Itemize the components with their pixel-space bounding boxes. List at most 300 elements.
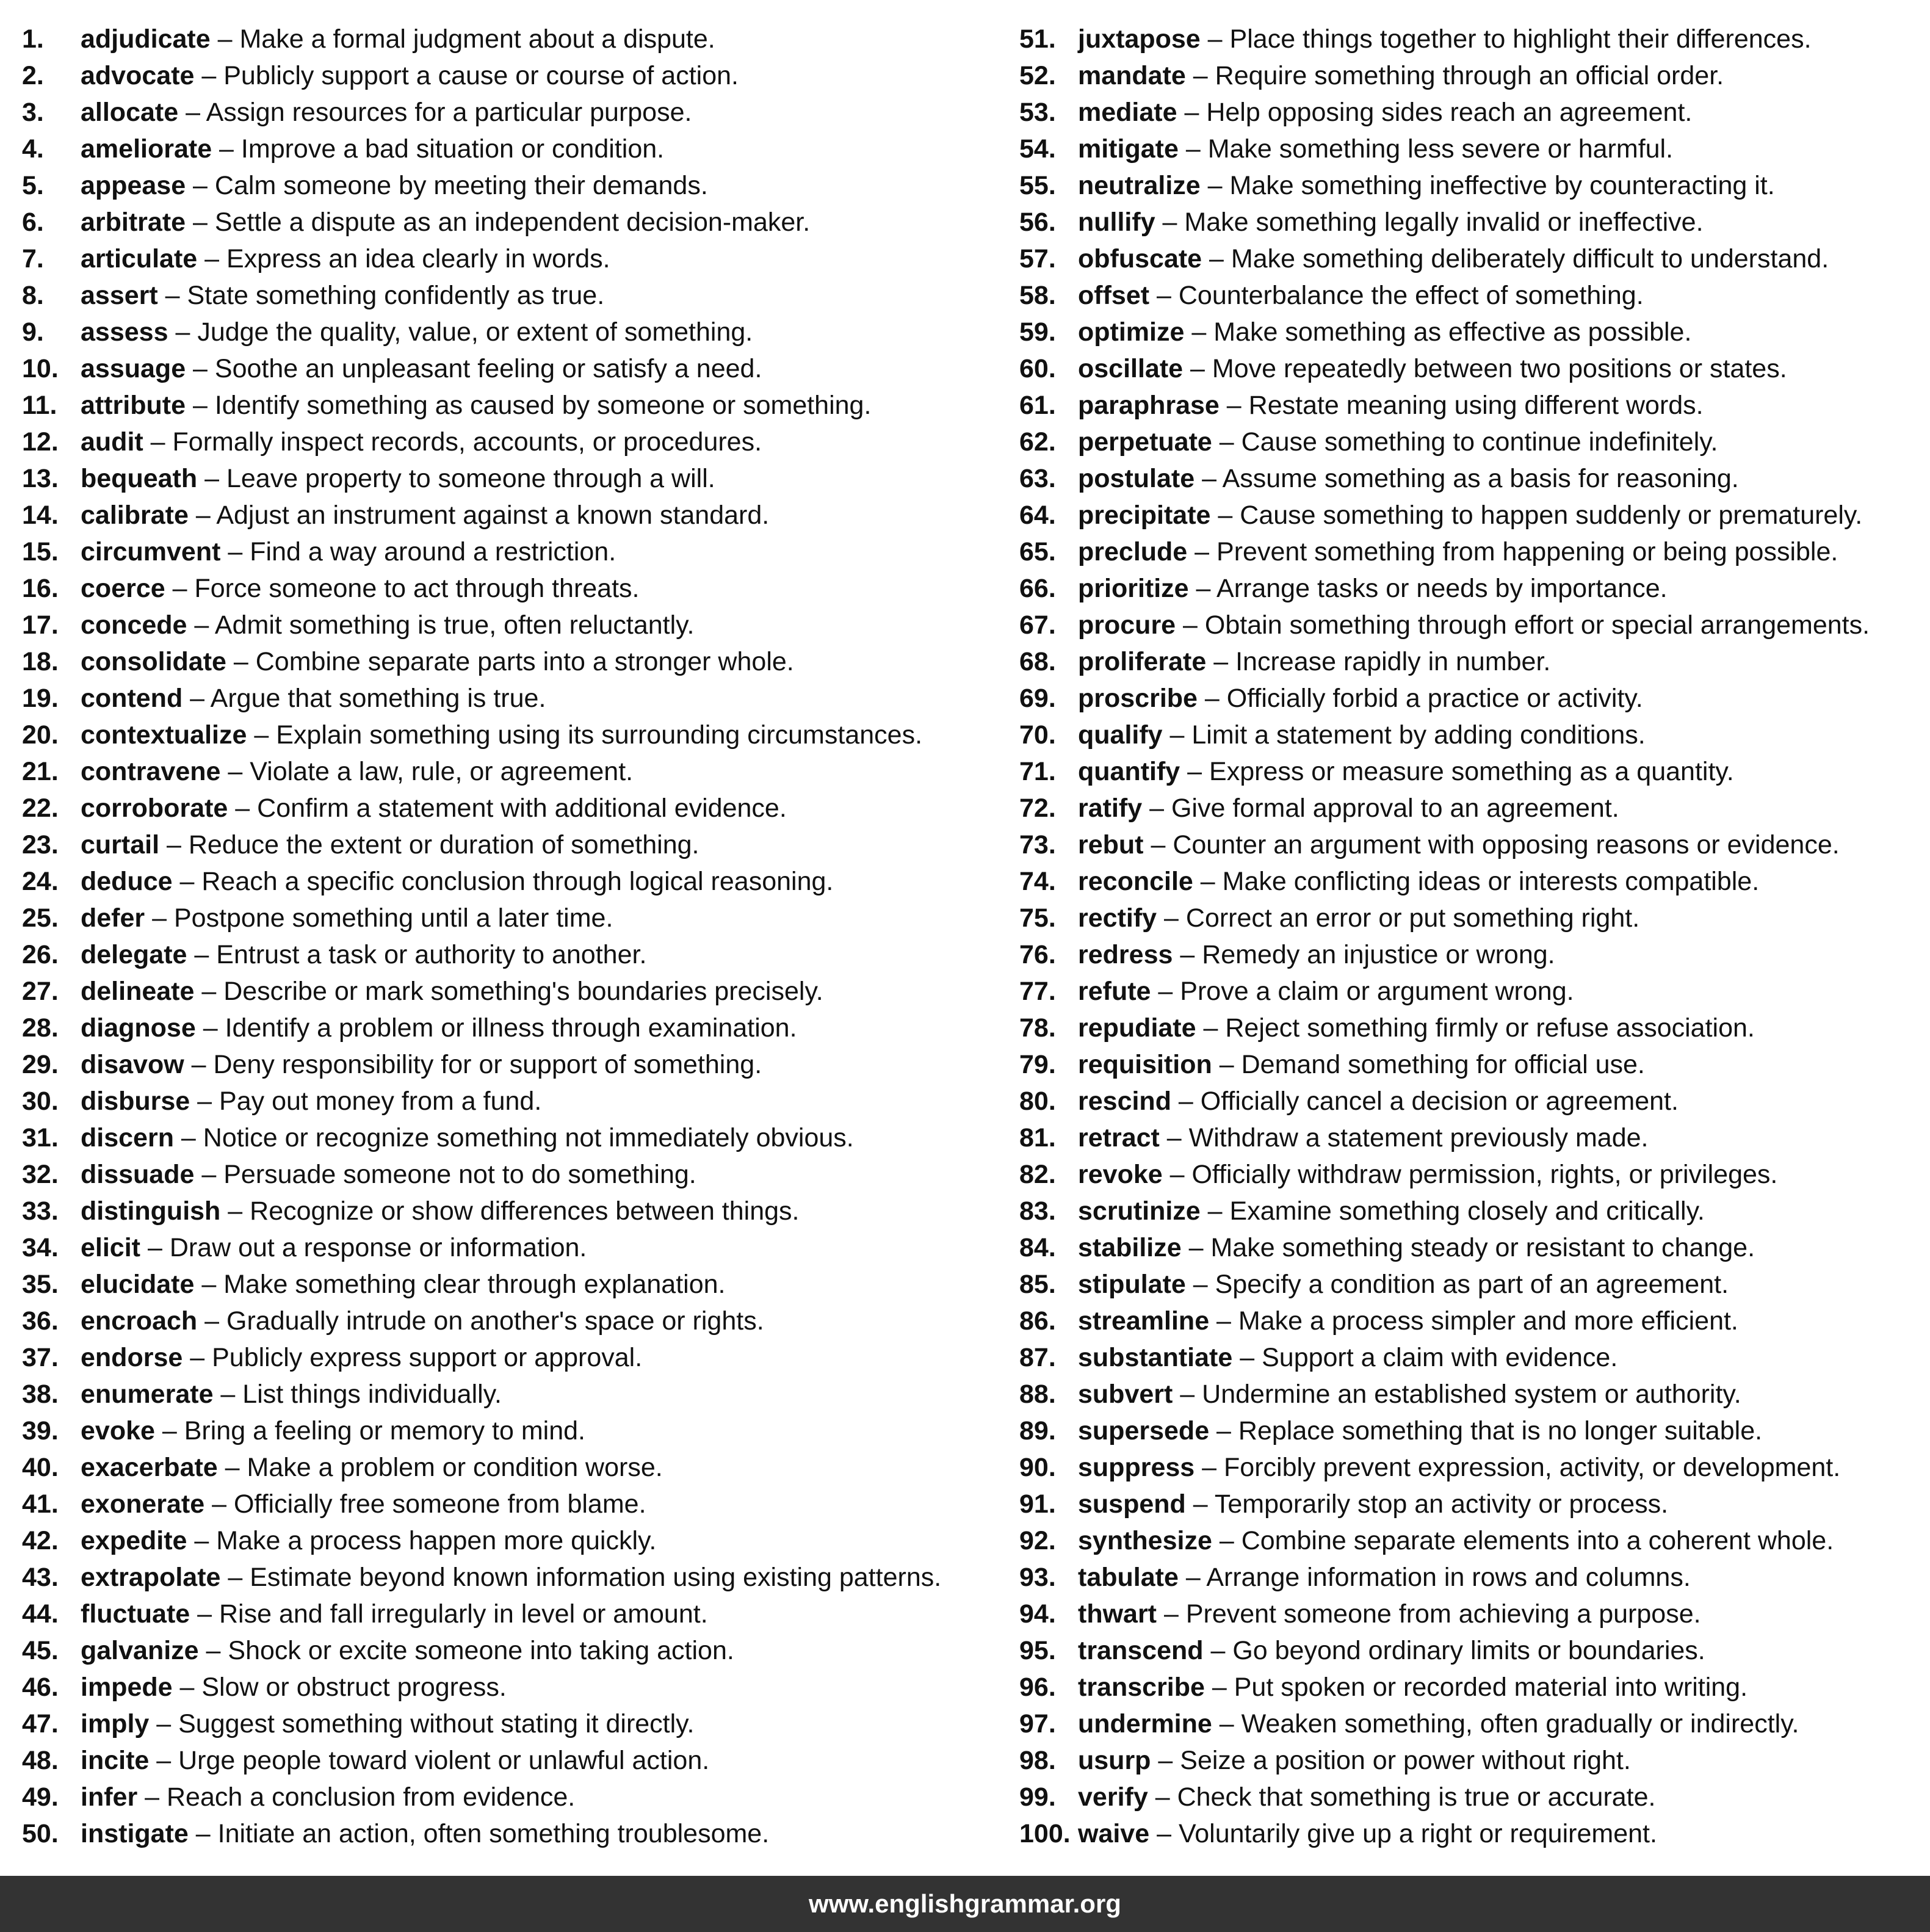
entry-term: disavow xyxy=(81,1050,184,1079)
vocab-entry xyxy=(22,790,999,827)
vocab-entry xyxy=(22,1706,999,1742)
footer-url: www.englishgrammar.org xyxy=(809,1889,1121,1918)
entry-definition: Put spoken or recorded material into writing. xyxy=(1234,1673,1748,1702)
vocab-entry xyxy=(22,241,999,277)
entry-term: articulate xyxy=(81,244,198,273)
vocab-entry xyxy=(22,1522,999,1559)
entry-term: offset xyxy=(1078,281,1150,310)
entry-number: 13. xyxy=(22,464,59,493)
entry-definition: Officially withdraw permission, rights, or privileges. xyxy=(1191,1160,1778,1189)
entry-term: reconcile xyxy=(1078,867,1193,896)
entry-separator: – xyxy=(172,867,202,896)
entry-definition: Support a claim with evidence. xyxy=(1262,1343,1618,1372)
entry-separator: – xyxy=(1159,1123,1189,1152)
vocab-entry xyxy=(22,1156,999,1193)
entry-separator: – xyxy=(137,1782,167,1812)
entry-term: requisition xyxy=(1078,1050,1212,1079)
vocab-entry xyxy=(22,534,999,570)
entry-separator: – xyxy=(178,98,206,127)
entry-number: 78. xyxy=(1019,1013,1056,1043)
entry-term: elicit xyxy=(81,1233,140,1262)
entry-term: discern xyxy=(81,1123,174,1152)
entry-number: 29. xyxy=(22,1050,59,1079)
entry-term: suspend xyxy=(1078,1489,1186,1519)
entry-separator: – xyxy=(194,61,224,90)
entry-separator: – xyxy=(184,1050,214,1079)
entry-definition: Obtain something through effort or special arrangements. xyxy=(1204,610,1870,640)
entry-definition: Describe or mark something's boundaries precisely. xyxy=(223,977,823,1006)
entry-definition: Postpone something until a later time. xyxy=(173,903,613,933)
entry-separator: – xyxy=(149,1709,179,1738)
entry-separator: – xyxy=(247,720,276,750)
entry-term: waive xyxy=(1078,1819,1150,1848)
vocab-entry xyxy=(22,21,999,57)
entry-term: prioritize xyxy=(1078,574,1189,603)
entry-number: 12. xyxy=(22,427,59,457)
vocab-entry xyxy=(22,1010,999,1046)
entry-number: 31. xyxy=(22,1123,59,1152)
vocab-entry xyxy=(1019,900,1923,936)
entry-term: mitigate xyxy=(1078,134,1179,164)
entry-number: 58. xyxy=(1019,281,1056,310)
entry-definition: Make a process simpler and more efficient. xyxy=(1238,1306,1738,1336)
entry-definition: Recognize or show differences between things. xyxy=(250,1196,800,1226)
entry-definition: Rise and fall irregularly in level or amount. xyxy=(219,1599,708,1629)
entry-definition: Forcibly prevent expression, activity, or development. xyxy=(1224,1453,1841,1482)
entry-definition: Make a formal judgment about a dispute. xyxy=(239,24,715,54)
entry-separator: – xyxy=(1183,354,1212,383)
vocab-entry xyxy=(22,1815,999,1852)
entry-separator: – xyxy=(1151,977,1180,1006)
entry-separator: – xyxy=(186,208,215,237)
entry-term: qualify xyxy=(1078,720,1163,750)
entry-separator: – xyxy=(159,830,189,859)
entry-term: proliferate xyxy=(1078,647,1207,676)
entry-definition: Formally inspect records, accounts, or procedures. xyxy=(172,427,762,457)
entry-term: appease xyxy=(81,171,186,200)
entry-term: dissuade xyxy=(81,1160,195,1189)
entry-term: adjudicate xyxy=(81,24,211,54)
entry-term: assuage xyxy=(81,354,186,383)
entry-term: transcribe xyxy=(1078,1673,1205,1702)
entry-definition: Assume something as a basis for reasoning. xyxy=(1222,464,1739,493)
vocabulary-column-right xyxy=(1019,21,1923,1852)
entry-number: 33. xyxy=(22,1196,59,1226)
vocab-entry xyxy=(22,497,999,534)
entry-number: 96. xyxy=(1019,1673,1056,1702)
entry-separator: – xyxy=(1195,464,1223,493)
entry-definition: Make something clear through explanation. xyxy=(223,1270,726,1299)
entry-separator: – xyxy=(1162,1160,1192,1189)
entry-separator: – xyxy=(194,1270,224,1299)
entry-definition: Correct an error or put something right. xyxy=(1185,903,1640,933)
entry-definition: Improve a bad situation or condition. xyxy=(240,134,665,164)
vocab-entry xyxy=(1019,314,1923,350)
vocab-entry xyxy=(22,753,999,790)
vocab-entry xyxy=(1019,1046,1923,1083)
entry-number: 22. xyxy=(22,794,59,823)
entry-definition: Prove a claim or argument wrong. xyxy=(1180,977,1574,1006)
entry-number: 43. xyxy=(22,1563,59,1592)
vocab-entry xyxy=(22,643,999,680)
entry-separator: – xyxy=(1232,1343,1262,1372)
entry-number: 1. xyxy=(22,24,44,54)
entry-number: 73. xyxy=(1019,830,1056,859)
entry-number: 14. xyxy=(22,501,59,530)
entry-number: 75. xyxy=(1019,903,1056,933)
entry-number: 69. xyxy=(1019,684,1056,713)
entry-definition: Check that something is true or accurate. xyxy=(1177,1782,1656,1812)
vocab-entry xyxy=(1019,1376,1923,1413)
entry-separator: – xyxy=(168,317,198,347)
entry-term: precipitate xyxy=(1078,501,1211,530)
entry-number: 70. xyxy=(1019,720,1056,750)
entry-term: contextualize xyxy=(81,720,247,750)
entry-term: subvert xyxy=(1078,1380,1173,1409)
entry-term: stipulate xyxy=(1078,1270,1186,1299)
vocab-entry xyxy=(1019,1632,1923,1669)
entry-term: undermine xyxy=(1078,1709,1212,1738)
entry-separator: – xyxy=(220,1563,250,1592)
vocab-entry xyxy=(22,1266,999,1303)
vocab-entry xyxy=(1019,460,1923,497)
entry-number: 9. xyxy=(22,317,44,347)
entry-number: 49. xyxy=(22,1782,59,1812)
entry-term: suppress xyxy=(1078,1453,1195,1482)
vocab-entry xyxy=(1019,241,1923,277)
entry-separator: – xyxy=(197,464,226,493)
entry-definition: Identify something as caused by someone or something. xyxy=(214,391,872,420)
vocab-entry xyxy=(1019,717,1923,753)
entry-number: 65. xyxy=(1019,537,1056,566)
entry-number: 34. xyxy=(22,1233,59,1262)
entry-definition: Make a process happen more quickly. xyxy=(216,1526,657,1555)
vocab-entry xyxy=(1019,131,1923,167)
entry-separator: – xyxy=(187,1526,217,1555)
entry-definition: Combine separate elements into a coherent whole. xyxy=(1241,1526,1834,1555)
entry-separator: – xyxy=(197,1306,227,1336)
entry-term: verify xyxy=(1078,1782,1148,1812)
vocab-entry xyxy=(22,1669,999,1706)
entry-number: 39. xyxy=(22,1416,59,1445)
vocab-entry xyxy=(1019,827,1923,863)
entry-definition: Counterbalance the effect of something. xyxy=(1178,281,1644,310)
entry-definition: Calm someone by meeting their demands. xyxy=(214,171,708,200)
entry-number: 5. xyxy=(22,171,44,200)
entry-term: fluctuate xyxy=(81,1599,190,1629)
entry-number: 40. xyxy=(22,1453,59,1482)
vocab-entry xyxy=(1019,1779,1923,1815)
entry-term: expedite xyxy=(81,1526,187,1555)
entry-definition: Reduce the extent or duration of something. xyxy=(188,830,699,859)
entry-definition: Identify a problem or illness through examination. xyxy=(225,1013,797,1043)
entry-definition: Assign resources for a particular purpose. xyxy=(206,98,692,127)
vocab-entry xyxy=(22,1193,999,1229)
entry-separator: – xyxy=(1149,281,1179,310)
entry-definition: Express or measure something as a quantity. xyxy=(1209,757,1734,786)
entry-term: assert xyxy=(81,281,158,310)
entry-definition: Examine something closely and critically. xyxy=(1229,1196,1705,1226)
entry-definition: Make something legally invalid or ineffective. xyxy=(1184,208,1704,237)
entry-number: 51. xyxy=(1019,24,1056,54)
entry-number: 100. xyxy=(1019,1819,1071,1848)
entry-separator: – xyxy=(1200,24,1230,54)
entry-definition: Seize a position or power without right. xyxy=(1180,1746,1631,1775)
vocab-entry xyxy=(22,204,999,241)
entry-term: rebut xyxy=(1078,830,1144,859)
entry-definition: Shock or excite someone into taking action. xyxy=(228,1636,734,1665)
vocab-entry xyxy=(1019,1486,1923,1522)
entry-separator: – xyxy=(220,537,250,566)
entry-definition: Express an idea clearly in words. xyxy=(226,244,610,273)
entry-number: 37. xyxy=(22,1343,59,1372)
entry-number: 84. xyxy=(1019,1233,1056,1262)
entry-separator: – xyxy=(1155,208,1185,237)
entry-separator: – xyxy=(1195,1453,1224,1482)
entry-separator: – xyxy=(183,1343,212,1372)
entry-term: delineate xyxy=(81,977,195,1006)
vocab-entry xyxy=(1019,1120,1923,1156)
entry-separator: – xyxy=(198,1636,228,1665)
entry-separator: – xyxy=(204,1489,234,1519)
entry-term: incite xyxy=(81,1746,150,1775)
entry-definition: Settle a dispute as an independent decision-maker. xyxy=(214,208,811,237)
entry-term: rectify xyxy=(1078,903,1157,933)
entry-term: rescind xyxy=(1078,1087,1171,1116)
entry-definition: Find a way around a restriction. xyxy=(250,537,616,566)
entry-separator: – xyxy=(1171,1087,1201,1116)
entry-number: 66. xyxy=(1019,574,1056,603)
vocab-entry xyxy=(1019,1303,1923,1339)
entry-number: 59. xyxy=(1019,317,1056,347)
entry-definition: Initiate an action, often something troublesome. xyxy=(217,1819,770,1848)
entry-definition: State something confidently as true. xyxy=(187,281,605,310)
vocab-entry xyxy=(1019,1083,1923,1120)
entry-term: repudiate xyxy=(1078,1013,1196,1043)
entry-number: 27. xyxy=(22,977,59,1006)
entry-definition: Help opposing sides reach an agreement. xyxy=(1206,98,1693,127)
entry-number: 26. xyxy=(22,940,59,969)
vocab-entry xyxy=(1019,94,1923,131)
entry-separator: – xyxy=(1143,830,1173,859)
entry-definition: Counter an argument with opposing reasons or evidence. xyxy=(1173,830,1840,859)
entry-term: curtail xyxy=(81,830,160,859)
entry-term: encroach xyxy=(81,1306,198,1336)
vocab-entry xyxy=(22,1596,999,1632)
entry-separator: – xyxy=(1176,610,1205,640)
entry-definition: Bring a feeling or memory to mind. xyxy=(184,1416,585,1445)
entry-term: exacerbate xyxy=(81,1453,218,1482)
vocab-entry xyxy=(22,1742,999,1779)
entry-number: 3. xyxy=(22,98,44,127)
entry-separator: – xyxy=(1185,1489,1215,1519)
entry-definition: Prevent something from happening or being possible. xyxy=(1216,537,1838,566)
entry-number: 89. xyxy=(1019,1416,1056,1445)
entry-term: elucidate xyxy=(81,1270,195,1299)
entry-number: 23. xyxy=(22,830,59,859)
entry-term: nullify xyxy=(1078,208,1155,237)
entry-number: 24. xyxy=(22,867,59,896)
entry-definition: Officially free someone from blame. xyxy=(233,1489,646,1519)
entry-definition: Place things together to highlight their differences. xyxy=(1229,24,1812,54)
vocab-entry xyxy=(1019,973,1923,1010)
entry-definition: Reach a specific conclusion through logical reasoning. xyxy=(201,867,834,896)
vocab-entry xyxy=(22,900,999,936)
entry-separator: – xyxy=(187,610,215,640)
entry-term: arbitrate xyxy=(81,208,186,237)
entry-separator: – xyxy=(1212,1709,1241,1738)
entry-term: ratify xyxy=(1078,794,1143,823)
entry-definition: Urge people toward violent or unlawful action. xyxy=(178,1746,710,1775)
vocab-entry xyxy=(1019,1010,1923,1046)
entry-definition: Voluntarily give up a right or requirement. xyxy=(1178,1819,1657,1848)
entry-separator: – xyxy=(1193,867,1223,896)
entry-term: impede xyxy=(81,1673,173,1702)
entry-number: 95. xyxy=(1019,1636,1056,1665)
entry-separator: – xyxy=(1203,1636,1233,1665)
entry-term: paraphrase xyxy=(1078,391,1220,420)
entry-term: preclude xyxy=(1078,537,1188,566)
entry-separator: – xyxy=(186,391,215,420)
entry-separator: – xyxy=(197,244,227,273)
entry-number: 47. xyxy=(22,1709,59,1738)
vocab-entry xyxy=(1019,1559,1923,1596)
entry-term: consolidate xyxy=(81,647,226,676)
vocab-entry xyxy=(22,1779,999,1815)
entry-term: optimize xyxy=(1078,317,1185,347)
entry-number: 50. xyxy=(22,1819,59,1848)
entry-separator: – xyxy=(1200,1196,1230,1226)
entry-definition: Make something ineffective by counteracting it. xyxy=(1229,171,1775,200)
entry-separator: – xyxy=(1181,1233,1211,1262)
entry-definition: Replace something that is no longer suitable. xyxy=(1238,1416,1763,1445)
entry-number: 60. xyxy=(1019,354,1056,383)
entry-term: infer xyxy=(81,1782,138,1812)
entry-number: 76. xyxy=(1019,940,1056,969)
entry-term: procure xyxy=(1078,610,1176,640)
entry-number: 86. xyxy=(1019,1306,1056,1336)
entry-number: 17. xyxy=(22,610,59,640)
entry-term: concede xyxy=(81,610,187,640)
entry-separator: – xyxy=(1209,1416,1238,1445)
entry-number: 85. xyxy=(1019,1270,1056,1299)
entry-number: 20. xyxy=(22,720,59,750)
entry-number: 45. xyxy=(22,1636,59,1665)
entry-definition: Make something deliberately difficult to understand. xyxy=(1231,244,1829,273)
entry-definition: Soothe an unpleasant feeling or satisfy a need. xyxy=(214,354,762,383)
entry-separator: – xyxy=(140,1233,170,1262)
entry-definition: Restate meaning using different words. xyxy=(1248,391,1704,420)
entry-definition: Make conflicting ideas or interests compatible. xyxy=(1222,867,1760,896)
entry-separator: – xyxy=(165,574,195,603)
vocab-entry xyxy=(1019,936,1923,973)
entry-number: 38. xyxy=(22,1380,59,1409)
vocab-entry xyxy=(1019,1266,1923,1303)
entry-number: 98. xyxy=(1019,1746,1056,1775)
entry-number: 7. xyxy=(22,244,44,273)
entry-number: 88. xyxy=(1019,1380,1056,1409)
vocab-entry xyxy=(22,973,999,1010)
vocab-entry xyxy=(22,424,999,460)
vocab-entry xyxy=(1019,57,1923,94)
entry-number: 67. xyxy=(1019,610,1056,640)
entry-definition: Violate a law, rule, or agreement. xyxy=(250,757,634,786)
entry-definition: Draw out a response or information. xyxy=(169,1233,587,1262)
entry-term: neutralize xyxy=(1078,171,1201,200)
vocab-entry xyxy=(1019,350,1923,387)
entry-term: bequeath xyxy=(81,464,198,493)
entry-definition: Explain something using its surrounding circumstances. xyxy=(276,720,923,750)
entry-number: 42. xyxy=(22,1526,59,1555)
vocab-entry xyxy=(22,827,999,863)
entry-term: advocate xyxy=(81,61,195,90)
entry-number: 80. xyxy=(1019,1087,1056,1116)
entry-number: 8. xyxy=(22,281,44,310)
entry-definition: Leave property to someone through a will. xyxy=(226,464,715,493)
entry-definition: Arrange tasks or needs by importance. xyxy=(1216,574,1668,603)
entry-number: 64. xyxy=(1019,501,1056,530)
vocab-entry xyxy=(1019,570,1923,607)
entry-separator: – xyxy=(187,940,217,969)
entry-term: instigate xyxy=(81,1819,189,1848)
entry-term: tabulate xyxy=(1078,1563,1179,1592)
entry-separator: – xyxy=(1188,574,1217,603)
entry-definition: Argue that something is true. xyxy=(210,684,546,713)
entry-definition: Confirm a statement with additional evidence. xyxy=(257,794,787,823)
vocab-entry xyxy=(22,1120,999,1156)
vocab-entry xyxy=(1019,607,1923,643)
entry-number: 74. xyxy=(1019,867,1056,896)
entry-definition: Slow or obstruct progress. xyxy=(201,1673,507,1702)
entry-separator: – xyxy=(1177,98,1207,127)
vocab-entry xyxy=(22,1413,999,1449)
vocab-entry xyxy=(22,94,999,131)
entry-separator: – xyxy=(154,1416,184,1445)
entry-term: allocate xyxy=(81,98,179,127)
entry-separator: – xyxy=(149,1746,179,1775)
vocab-entry xyxy=(1019,1193,1923,1229)
entry-separator: – xyxy=(145,903,174,933)
entry-definition: Publicly express support or approval. xyxy=(212,1343,643,1372)
vocab-entry xyxy=(1019,534,1923,570)
entry-number: 68. xyxy=(1019,647,1056,676)
vocabulary-column-left xyxy=(22,21,999,1852)
entry-separator: – xyxy=(1157,1599,1186,1629)
entry-number: 79. xyxy=(1019,1050,1056,1079)
entry-number: 91. xyxy=(1019,1489,1056,1519)
entry-number: 30. xyxy=(22,1087,59,1116)
entry-term: substantiate xyxy=(1078,1343,1233,1372)
entry-term: exonerate xyxy=(81,1489,205,1519)
entry-number: 81. xyxy=(1019,1123,1056,1152)
entry-definition: Judge the quality, value, or extent of something. xyxy=(197,317,753,347)
entry-definition: Officially forbid a practice or activity. xyxy=(1226,684,1643,713)
entry-term: enumerate xyxy=(81,1380,214,1409)
entry-separator: – xyxy=(1184,317,1214,347)
entry-definition: Cause something to happen suddenly or prematurely. xyxy=(1240,501,1863,530)
footer-bar xyxy=(0,1876,1930,1932)
entry-separator: – xyxy=(1210,501,1240,530)
entry-number: 32. xyxy=(22,1160,59,1189)
entry-definition: Make something steady or resistant to change. xyxy=(1210,1233,1755,1262)
entry-number: 11. xyxy=(22,391,57,420)
entry-number: 94. xyxy=(1019,1599,1056,1629)
entry-separator: – xyxy=(195,1013,225,1043)
vocab-entry xyxy=(22,167,999,204)
entry-number: 93. xyxy=(1019,1563,1056,1592)
entry-number: 82. xyxy=(1019,1160,1056,1189)
entry-number: 97. xyxy=(1019,1709,1056,1738)
